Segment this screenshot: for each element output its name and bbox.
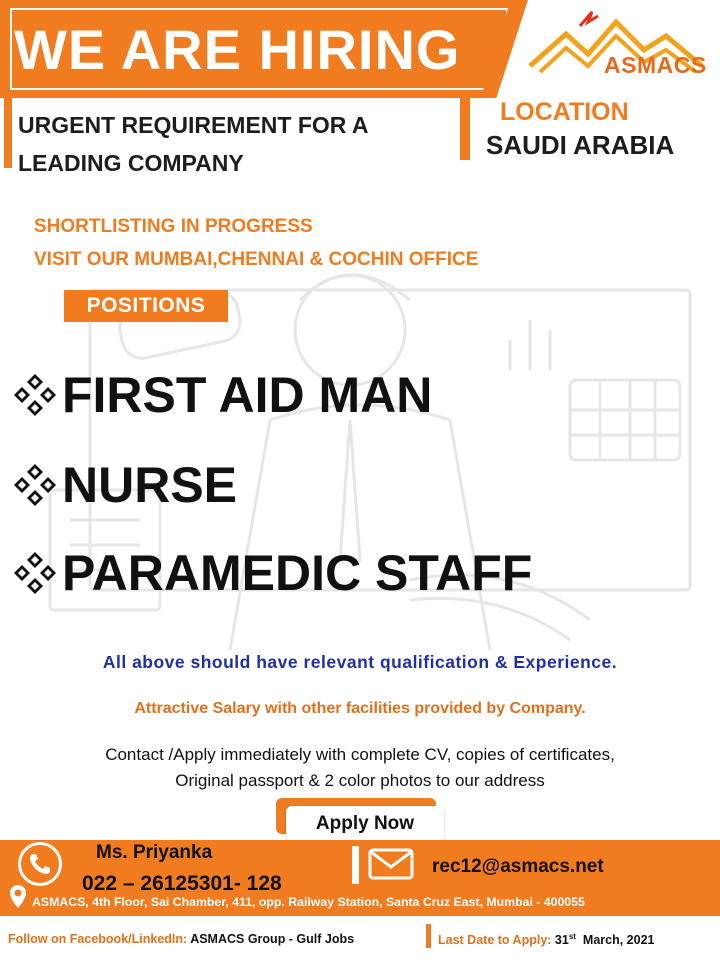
requirement-accent-bar [4,98,12,168]
salary-note: Attractive Salary with other facilities provided by Company. [134,700,586,717]
position-title: FIRST AID MAN [62,367,433,423]
follow-value[interactable]: ASMACS Group - Gulf Jobs [190,932,355,946]
diamond-bullet-icon [10,370,60,420]
diamond-bullet-icon [10,460,60,510]
position-item [10,360,432,430]
requirement-line-1: URGENT REQUIREMENT FOR A [18,112,369,138]
bottom-divider [426,924,431,948]
last-date-value [555,933,655,947]
last-date-day: 31 [554,933,569,948]
last-date [438,932,654,947]
location-accent-bar [460,98,470,160]
position-title: NURSE [62,457,238,513]
location-pin-icon [8,884,28,910]
last-date-rest: March, 2021 [582,933,655,948]
headline: WE ARE HIRING [14,18,461,81]
footer-divider [352,846,359,884]
office-address: ASMACS, 4th Floor, Sai Chamber, 411, opp. Railway Station, Santa Cruz East, Mumbai - 400055 [32,895,585,909]
apply-now-button[interactable]: Apply Now [286,806,444,842]
last-date-label: Last Date to Apply: [438,933,552,948]
qualification-note: All above should have relevant qualification & Experience. [102,652,618,672]
phone-icon [18,842,62,886]
contact-name: Ms. Priyanka [96,842,213,863]
follow-text [8,932,354,946]
diamond-bullet-icon [10,548,60,598]
position-item [10,538,532,608]
notice-line-1: SHORTLISTING IN PROGRESS [34,216,313,237]
position-title: PARAMEDIC STAFF [62,545,533,601]
requirement-text [18,106,438,182]
last-date-suffix: st [568,932,576,941]
contact-instructions [0,742,720,794]
notice-line-2: VISIT OUR MUMBAI,CHENNAI & COCHIN OFFICE [34,249,479,270]
logo-text: ASMACS [604,52,707,78]
position-item [10,450,237,520]
follow-label: Follow on Facebook/LinkedIn: [8,932,188,946]
location-value: SAUDI ARABIA [486,130,675,160]
location-label: LOCATION [500,98,629,126]
contact-email[interactable]: rec12@asmacs.net [432,856,604,877]
mail-icon [368,848,414,880]
positions-tag: POSITIONS [64,290,228,322]
contact-line-1: Contact /Apply immediately with complete CV, copies of certificates, [105,745,615,764]
requirement-line-2: LEADING COMPANY [18,150,244,176]
notice-text [34,210,478,276]
contact-line-2: Original passport & 2 color photos to our address [175,771,545,790]
contact-phone: 022 – 26125301- 128 [82,872,282,895]
